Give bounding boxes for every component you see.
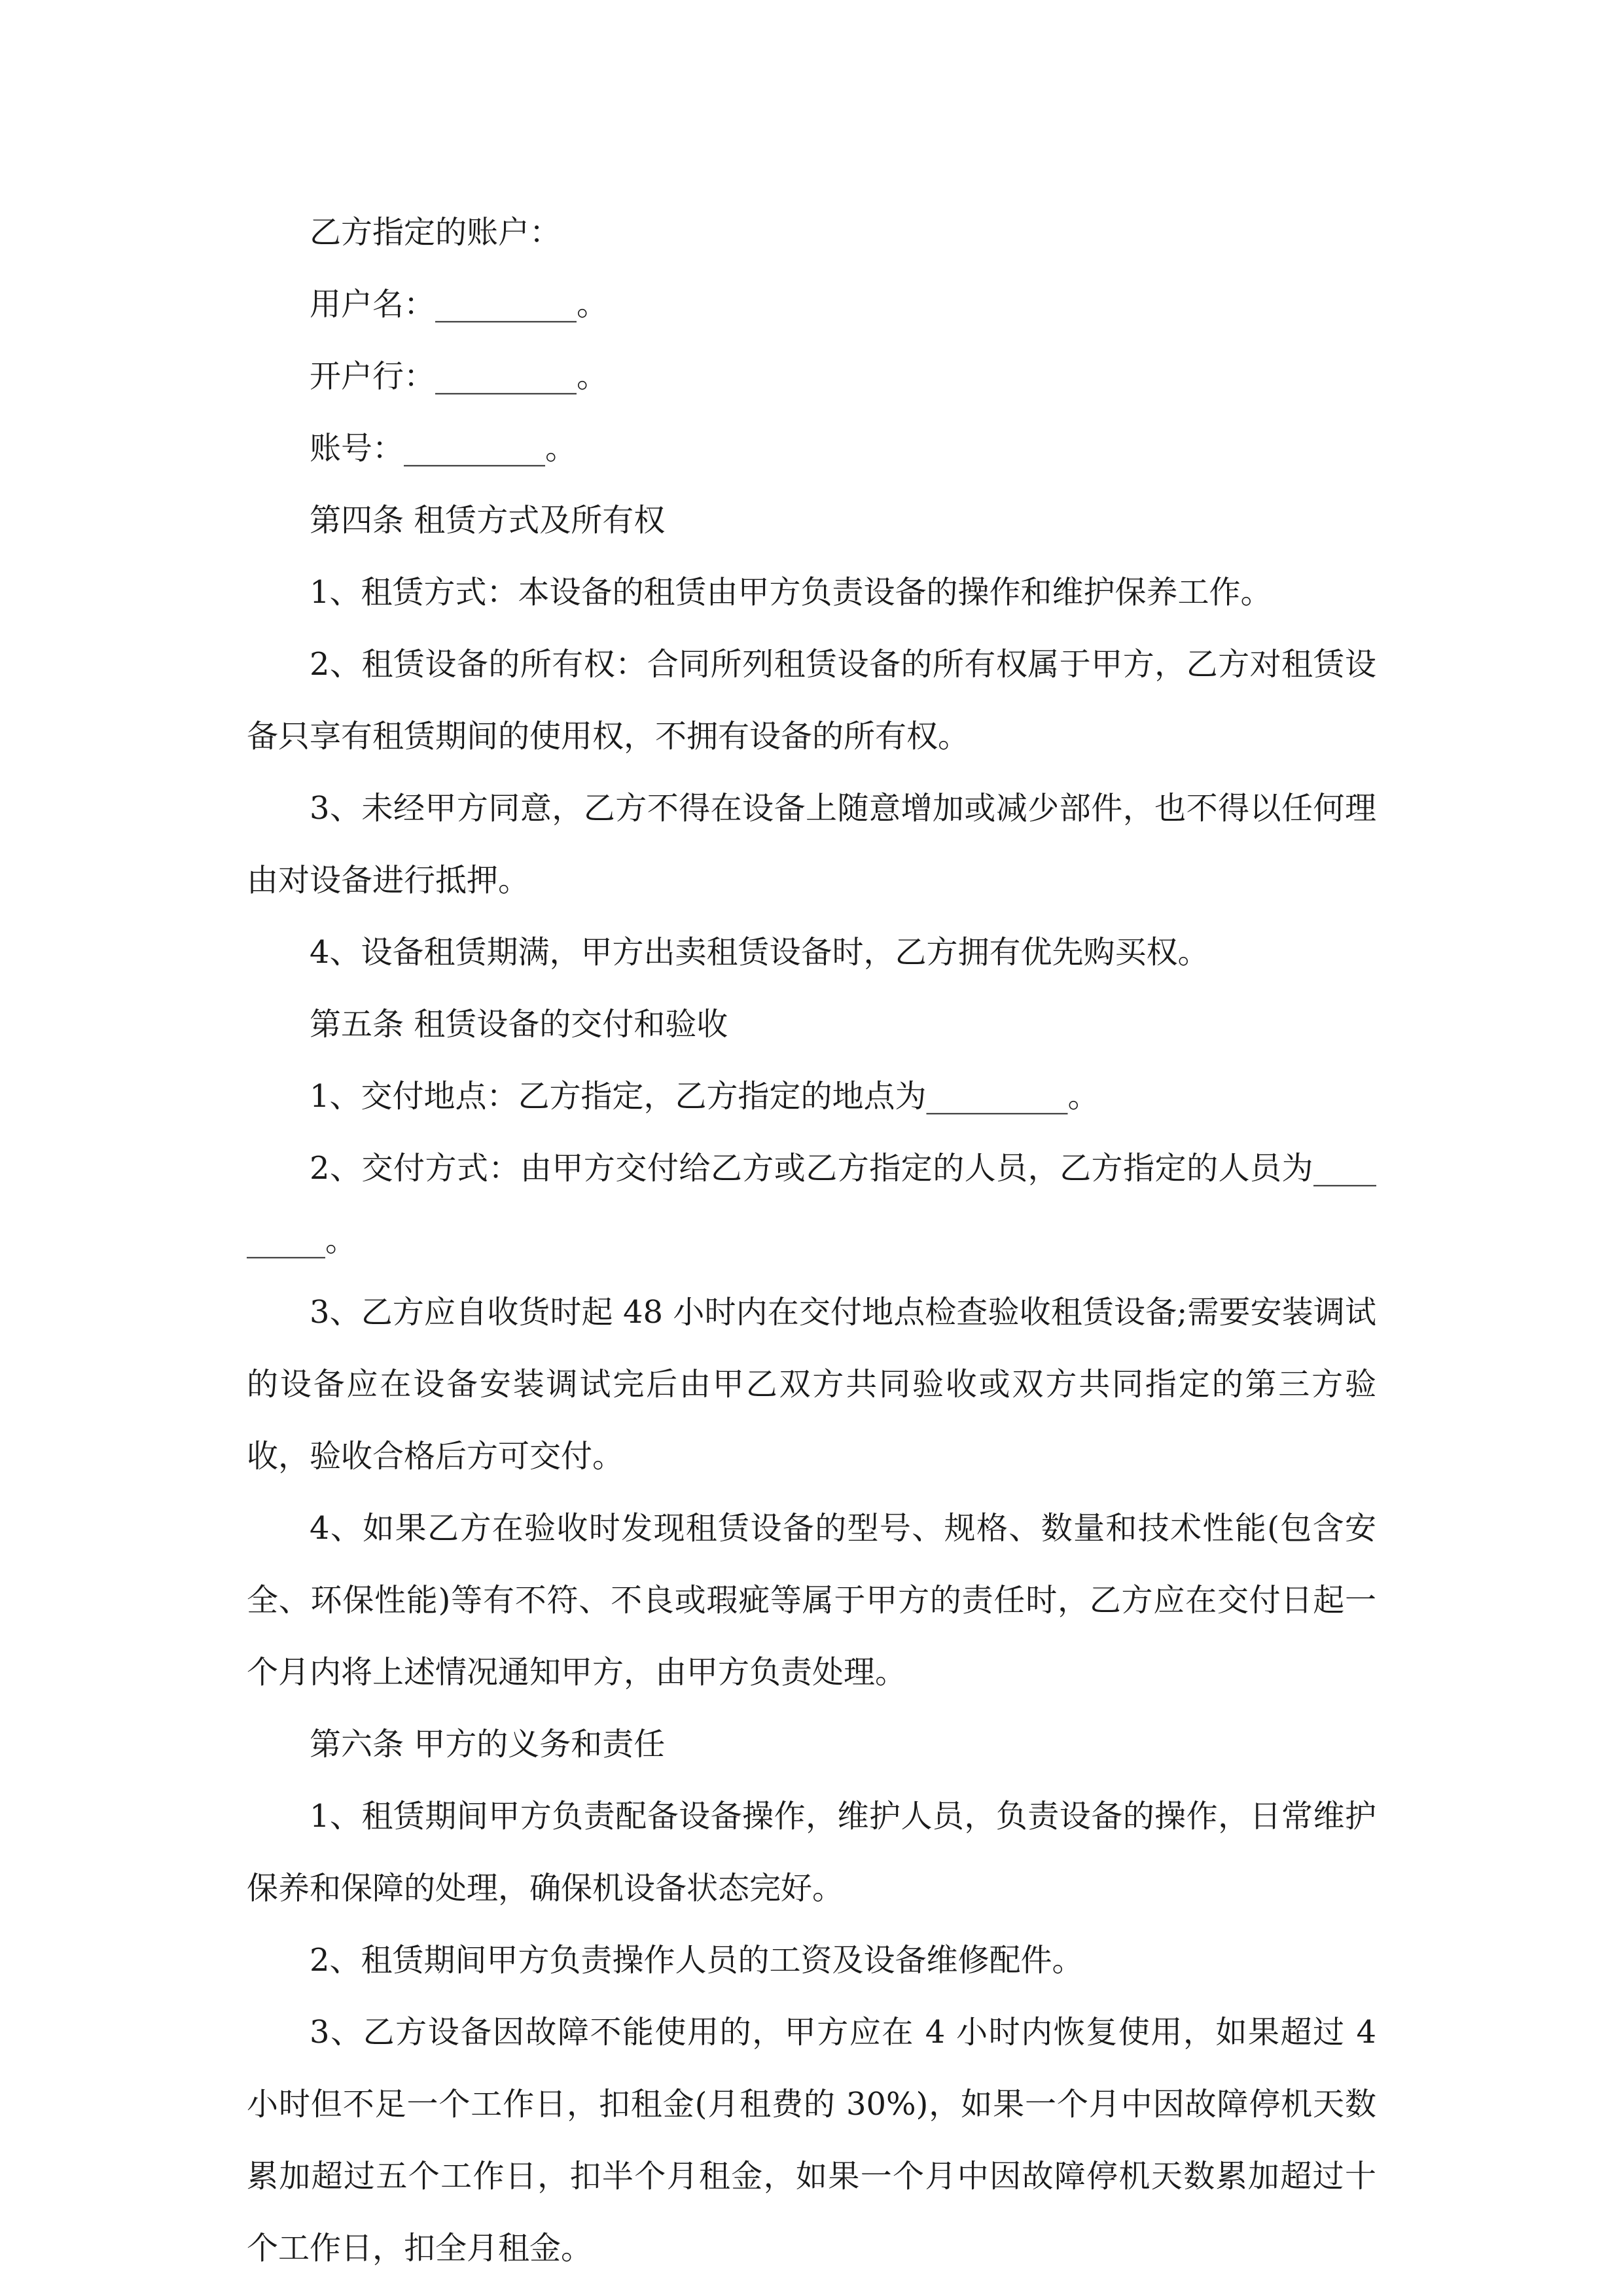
paragraph-6-2: 2、租赁期间甲方负责操作人员的工资及设备维修配件。 [310, 1942, 1084, 1979]
paragraph-4-4: 4、设备租赁期满，甲方出卖租赁设备时，乙方拥有优先购买权。 [310, 934, 1209, 971]
paragraph-5-2: 2、交付方式：由甲方交付给乙方或乙方指定的人员，乙方指定的人员为_________。 [247, 1150, 1376, 1259]
section-heading-article-6: 第六条 甲方的义务和责任 [310, 1726, 666, 1763]
paragraph-4-2: 2、租赁设备的所有权：合同所列租赁设备的所有权属于甲方，乙方对租赁设备只享有租赁期间的使用权，不拥有设备的所有权。 [247, 646, 1376, 755]
section-heading-article-5: 第五条 租赁设备的交付和验收 [310, 1006, 728, 1043]
document-body [247, 196, 1376, 2284]
paragraph-6-3: 3、乙方设备因故障不能使用的，甲方应在 4 小时内恢复使用，如果超过 4 小时但不足一个工作日，扣租金(月租费的 30%)，如果一个月中因故障停机天数累加超过五个工作日，扣半个月租金，如果一个月中因故障停机天数累加超过十个工作日，扣全月租金。 [247, 2014, 1376, 2267]
paragraph-account-heading: 乙方指定的账户： [310, 214, 562, 251]
paragraph-username: 用户名：_________。 [310, 286, 609, 323]
paragraph-4-1: 1、租赁方式：本设备的租赁由甲方负责设备的操作和维护保养工作。 [310, 574, 1272, 611]
paragraph-5-3: 3、乙方应自收货时起 48 小时内在交付地点检查验收租赁设备;需要安装调试的设备应在设备安装调试完后由甲乙双方共同验收或双方共同指定的第三方验收，验收合格后方可交付。 [247, 1294, 1376, 1475]
paragraph-5-4: 4、如果乙方在验收时发现租赁设备的型号、规格、数量和技术性能(包含安全、环保性能)等有不符、不良或瑕疵等属于甲方的责任时，乙方应在交付日起一个月内将上述情况通知甲方，由甲方负责处理。 [247, 1510, 1376, 1691]
paragraph-bank: 开户行：_________。 [310, 358, 609, 395]
paragraph-4-3: 3、未经甲方同意，乙方不得在设备上随意增加或减少部件，也不得以任何理由对设备进行抵押。 [247, 790, 1376, 899]
paragraph-5-1: 1、交付地点：乙方指定，乙方指定的地点为_________。 [310, 1078, 1099, 1115]
paragraph-6-1: 1、租赁期间甲方负责配备设备操作，维护人员，负责设备的操作，日常维护保养和保障的处理，确保机设备状态完好。 [247, 1798, 1376, 1907]
paragraph-account-number: 账号：_________。 [310, 430, 577, 467]
section-heading-article-4: 第四条 租赁方式及所有权 [310, 502, 666, 539]
